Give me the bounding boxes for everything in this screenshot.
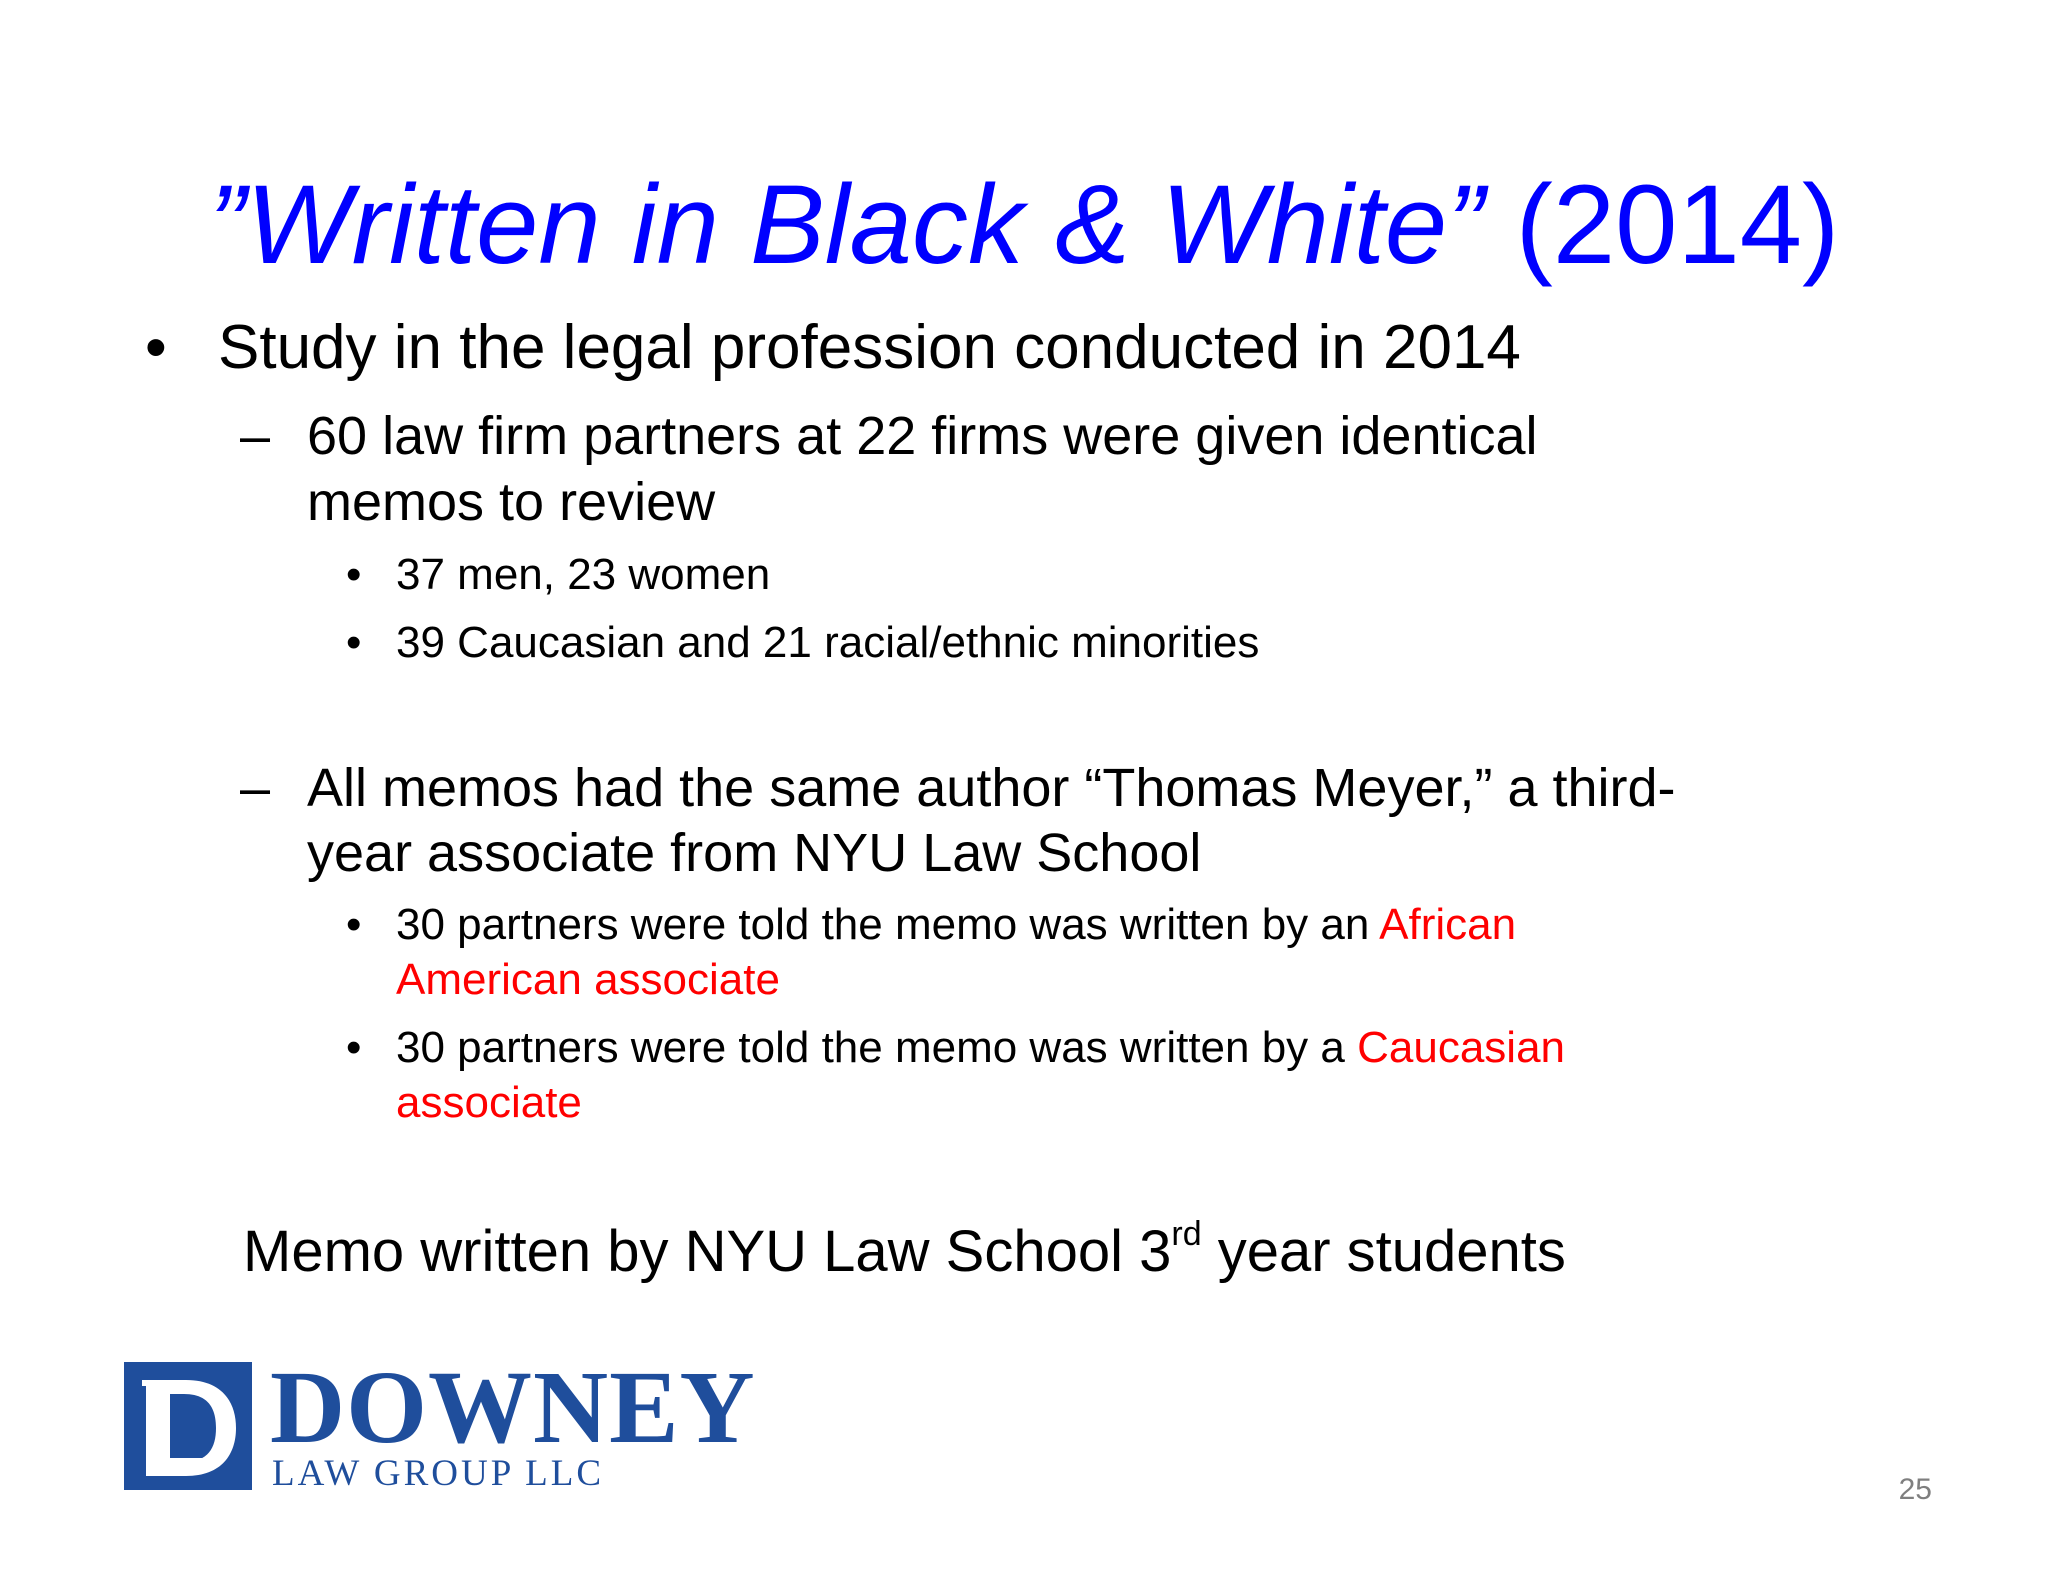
dl-monogram-icon [124,1362,252,1490]
sub2-item1-highlight: African [1379,900,1517,949]
memo-note-text-end: year students [1201,1219,1566,1284]
sub2-text-line2: year associate from NYU Law School [307,823,1202,883]
small-bullet-marker: • [346,900,362,949]
sub2-item2-plain: 30 partners were told the memo was written by a [396,1023,1358,1072]
dash-marker: – [240,406,271,466]
bullet-marker: • [145,313,167,382]
title-year: (2014) [1484,162,1840,287]
sub2-item2-line2: associate [396,1078,582,1127]
page-number: 25 [1898,1473,1932,1506]
slide-title [0,160,2048,290]
memo-note [243,1214,1566,1286]
sub2-item1-line2: American associate [396,955,780,1004]
title-quoted-name: ”Written in Black & White” [208,162,1485,287]
memo-note-text: Memo written by NYU Law School 3 [243,1219,1172,1284]
logo-name: DOWNEY [270,1350,756,1465]
sub2-item2-line1 [396,1021,1565,1075]
small-bullet-marker: • [346,550,362,599]
sub2-item1-line1 [396,898,1516,952]
bullet-main-text: Study in the legal profession conducted in 2014 [218,313,1521,382]
sub2-item1-plain: 30 partners were told the memo was written by an [396,900,1380,949]
sub1-text-line1: 60 law firm partners at 22 firms were given identical [307,406,1538,466]
downey-logo [124,1350,756,1494]
dash-marker: – [240,758,271,818]
logo-subtitle: LAW GROUP LLC [272,1453,605,1494]
small-bullet-marker: • [346,1023,362,1072]
sub2-item2-highlight: Caucasian [1357,1023,1566,1072]
small-bullet-marker: • [346,618,362,667]
sub1-item-race: 39 Caucasian and 21 racial/ethnic minorities [396,618,1260,667]
sub2-text-line1: All memos had the same author “Thomas Meyer,” a third- [307,758,1676,818]
sub1-item-gender: 37 men, 23 women [396,550,771,599]
memo-note-superscript: rd [1171,1214,1202,1253]
sub1-text-line2: memos to review [307,472,716,532]
